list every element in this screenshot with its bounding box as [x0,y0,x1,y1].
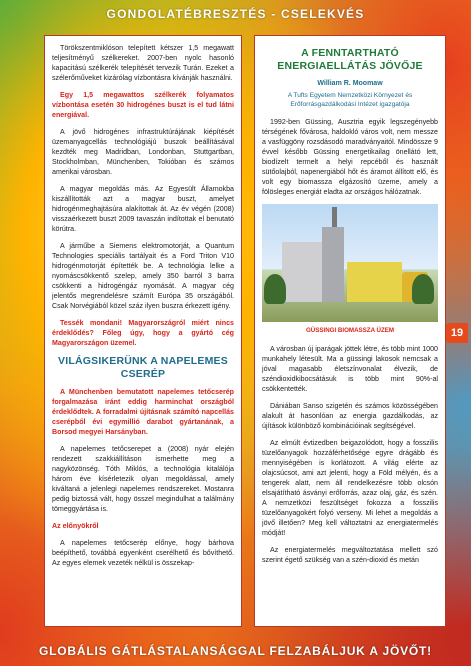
left-paragraph-3: A jövő hidrogénes infrastruktúrájának kiépítését üzemanyagcellás technológiájú buszok beállításával kezdték meg Madridban, Londonban, Stuttgartban, Stockholmban, Münchenben, Tokióban és számos amerikai városban. [52,128,234,176]
left-paragraph-5: A járműbe a Siemens elektromotorját, a Quantum Technologies speciális tartályait és a Ford Triton V10 hidrogénmotorját építették be. A technológia lelke a nyomáscsökkentő szelep, amely 350 barról 3 barra csökkenti a hidrogéngáz nyomását. A magyar cég jelentős megrendelésre számít Európa 35 országából. Csak Norvégiából közel száz ilyen buszra érkezett igény. [52,242,234,310]
right-paragraph-1: 1992-ben Güssing, Ausztria egyik legszegényebb térségének fővárosa, haldokló város volt, nem messze a vasfüggöny rozsdásodó maradványaitól. Mindössze 9 évvel később Güssing energetikailag önellátó lett, biodízelt termelt a helyi repcéből és használt sütőolajból, napenergiából hőt és áramot állított elő, és volt egy biomassza elgázosító üzeme, amely a fölösleges energiát eladta az országos hálózatnak. [262,118,438,196]
page-footer: GLOBÁLIS GÁTLÁSTALANSÁGGAL FELZABÁLJUK A JÖVŐT! [39,644,432,658]
left-highlight-1: Egy 1,5 megawattos szélkerék folyamatos vízbontása esetén 30 hidrogénes buszt is el tud látni energiával. [52,91,234,119]
left-column [44,35,242,627]
right-paragraph-4: Az elmúlt évtizedben beigazolódott, hogy a fosszilis tüzelőanyagok hozzáférhetősége egyre drágább és mennyiségében is korlátozott. A világ elérte az olajcsúcsot, ami azt jelenti, hogy a Föld mélyén, és a tengerek alatt, nem áll rendelkezésre több olcsón elsajátítható ásványi erőforrás, azaz olaj, gáz, és szén. A nemzetközi feszültséget fokozza a fosszilis tüzelőanyagokért folyó verseny. Mi lehet a megoldás a jövő illetően? Meg kell változtatni az energiatermelés módját! [262,439,438,537]
section-title-energia: A FENNTARTHATÓ ENERGIAELLÁTÁS JÖVŐJE [277,47,423,72]
left-subheading: Az előnyökről [52,522,99,530]
right-paragraph-2: A városban új iparágak jöttek létre, és több mint 1000 munkahely létesült. Ma a güssingi lakosok nemcsak a jóval magasabb életszínvonalat élvezik, de széndioxidkibocsátásuk is több mint 90%-al csökkentették. [262,345,438,393]
left-paragraph-8: A napelemes tetőcserepet a (2008) nyár elején rendezett szakkiállításon ismerhette meg a nagyközönség. Tóth Miklós, a technológia kitalálója három éve kísérletezik olyan megoldással, amely kiváltaná a jelenlegi napelemes rendszereket. Mostanra pedig biztossá vált, hogy összel megindulhat a találmány tömeggyártása is. [52,445,234,513]
right-paragraph-3: Dániában Sanso szigetén és számos közösségében alakult át hasonlóan az energia gazdálkodás, az újítások különböző kombinációinak segítségével. [262,402,438,430]
left-highlight-3: A Münchenben bemutatott napelemes tetőcserép forgalmazása iránt eddig harminchat országból érdeklődtek. A forradalmi újításnak számító napcellás cserépből évi egymillió darabot gyártanának, a Borsod megyei Harsányban. [52,388,234,436]
left-paragraph-4: A magyar megoldás más. Az Egyesült Államokba kiszállították azt a magyar buszt, amelyet hidrogénmeghajtásúra alakítottak át. Az év végén (2008) visszaérkezett buszt 2009 tavaszán indítottak el benutató körútra. [52,185,234,233]
photo-caption: GÜSSINGI BIOMASSZA ÜZEM [305,327,395,334]
left-highlight-2: Tessék mondani! Magyarországról miért nincs érdeklődés? Főleg úgy, hogy a gyártó cég Magyarországon üzemel. [52,319,234,347]
right-column [254,35,446,627]
author-affiliation: A Tufts Egyetem Nemzetközi Környezet és Erőforrásgazdálkodási Intézet igazgatója [287,92,413,108]
left-paragraph-1: Törökszentmiklóson telepített kétszer 1,5 megawatt teljesítményű szélkereket. 2007-ben nyolc hasonló kapacitású szélkerék telepítését tervezik Turán. Ezeket a szélerőműveket kizárólag vízbontásra kívánják használni. [52,44,234,82]
page-header: GONDOLATÉBRESZTÉS - CSELEKVÉS [106,7,365,21]
author-name: William R. Moomaw [317,80,383,87]
right-paragraph-5: Az energiatermelés megváltoztatása mellett szó szerint égető szükség van a szén-dioxid és metán [262,546,438,564]
section-title-napelemes: VILÁGSIKERÜNK A NAPELEMES CSERÉP [58,355,228,380]
biomass-plant-photo [262,204,438,322]
page-number-badge: 19 [446,323,468,343]
left-paragraph-9: A napelemes tetőcserép előnye, hogy bárhova beépíthető, továbbá egyenként cserélhető és bővíthető. Az egyes elemek vezeték nélkül is összekap- [52,539,234,567]
